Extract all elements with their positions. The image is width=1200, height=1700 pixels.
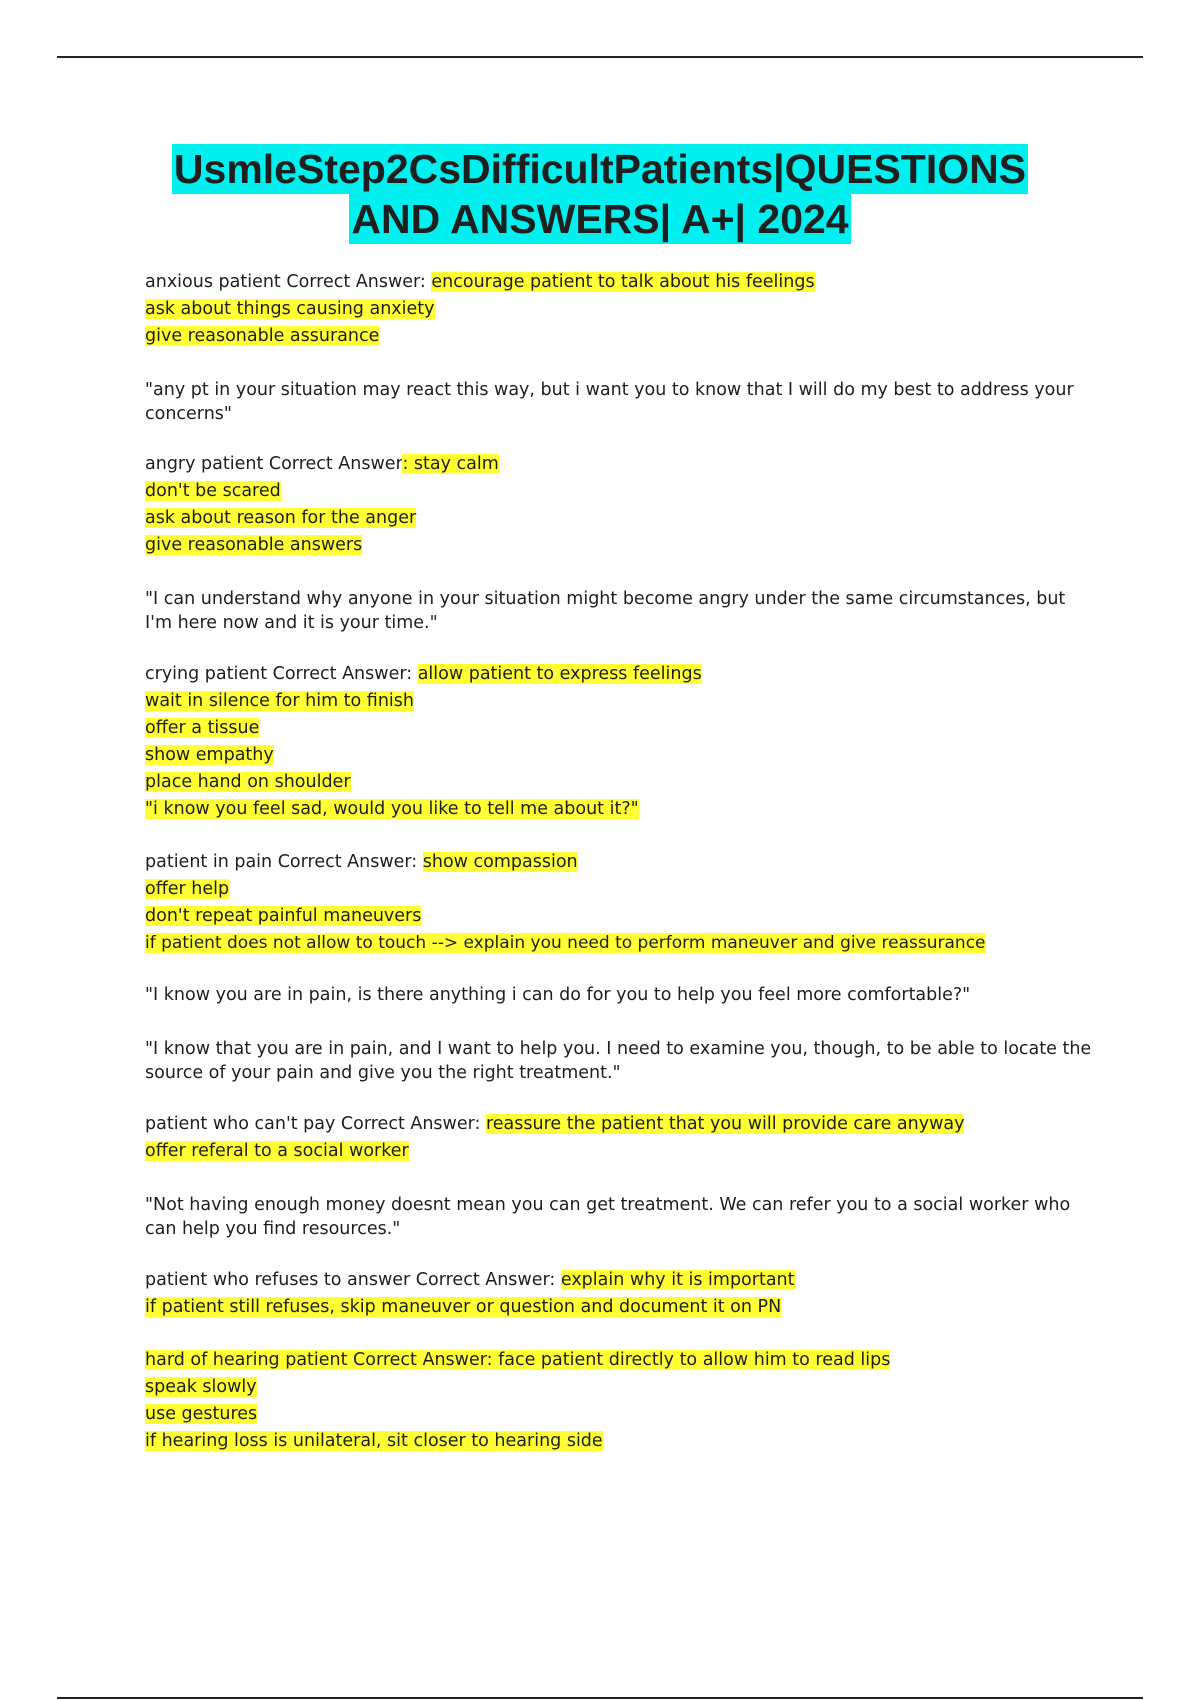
answer-highlight: hard of hearing patient Correct Answer: face patient directly to allow him to read lips xyxy=(145,1350,891,1370)
qa-item-anxious xyxy=(145,269,1095,296)
question-label: anxious patient Correct Answer: xyxy=(145,272,432,292)
title-line-1: UsmleStep2CsDifficultPatients|QUESTIONS xyxy=(173,146,1027,192)
answer-highlight: allow patient to express feelings xyxy=(417,664,702,684)
question-label: angry patient Correct Answer xyxy=(145,454,403,474)
answer-highlight: wait in silence for him to finish xyxy=(145,691,414,711)
answer-highlight: offer referal to a social worker xyxy=(145,1141,409,1161)
answer-highlight: use gestures xyxy=(145,1404,258,1424)
title-line-2: AND ANSWERS| A+| 2024 xyxy=(351,196,849,242)
answer-highlight: if patient does not allow to touch --> explain you need to perform maneuver and give reassurance xyxy=(145,933,986,953)
answer-highlight: "i know you feel sad, would you like to tell me about it?" xyxy=(145,799,639,819)
example-quote: "I can understand why anyone in your situation might become angry under the same circumstances, but I'm here now and it is your time." xyxy=(145,589,1066,633)
example-quote: "any pt in your situation may react this way, but i want you to know that I will do my best to address your concerns" xyxy=(145,380,1074,424)
qa-item-cant-pay xyxy=(145,1111,1095,1138)
question-label: patient who can't pay Correct Answer: xyxy=(145,1114,486,1134)
answer-highlight: ask about things causing anxiety xyxy=(145,299,435,319)
question-label: patient who refuses to answer Correct Answer: xyxy=(145,1270,561,1290)
answer-highlight: ask about reason for the anger xyxy=(145,508,417,528)
top-rule xyxy=(57,56,1143,58)
answer-highlight: give reasonable answers xyxy=(145,535,363,555)
bottom-rule xyxy=(57,1697,1143,1699)
answer-highlight: encourage patient to talk about his feelings xyxy=(431,272,815,292)
answer-highlight: offer a tissue xyxy=(145,718,260,738)
example-quote: "Not having enough money doesnt mean you can get treatment. We can refer you to a social worker who can help you find resources." xyxy=(145,1195,1071,1239)
answer-highlight: don't be scared xyxy=(145,481,281,501)
qa-item-refuses xyxy=(145,1267,1095,1294)
answer-highlight: show compassion xyxy=(422,852,578,872)
qa-item-pain xyxy=(145,849,1095,876)
example-quote: "I know that you are in pain, and I want to help you. I need to examine you, though, to be able to locate the source of your pain and give you the right treatment." xyxy=(145,1039,1092,1083)
answer-highlight: reassure the patient that you will provide care anyway xyxy=(485,1114,965,1134)
answer-highlight: place hand on shoulder xyxy=(145,772,351,792)
example-quote: "I know you are in pain, is there anything i can do for you to help you feel more comfortable?" xyxy=(145,985,971,1005)
document-title xyxy=(0,144,1200,244)
qa-item-hearing xyxy=(145,1347,1095,1374)
answer-highlight: speak slowly xyxy=(145,1377,257,1397)
qa-item-crying xyxy=(145,661,1095,688)
answer-highlight: if hearing loss is unilateral, sit closer to hearing side xyxy=(145,1431,603,1451)
question-label: crying patient Correct Answer: xyxy=(145,664,418,684)
question-label: patient in pain Correct Answer: xyxy=(145,852,423,872)
answer-highlight: offer help xyxy=(145,879,230,899)
qa-content xyxy=(145,269,1095,1455)
answer-highlight: if patient still refuses, skip maneuver or question and document it on PN xyxy=(145,1297,782,1317)
answer-highlight: : stay calm xyxy=(402,454,499,474)
answer-highlight: explain why it is important xyxy=(560,1270,795,1290)
answer-highlight: don't repeat painful maneuvers xyxy=(145,906,422,926)
answer-highlight: give reasonable assurance xyxy=(145,326,380,346)
answer-highlight: show empathy xyxy=(145,745,274,765)
qa-item-angry xyxy=(145,451,1095,478)
